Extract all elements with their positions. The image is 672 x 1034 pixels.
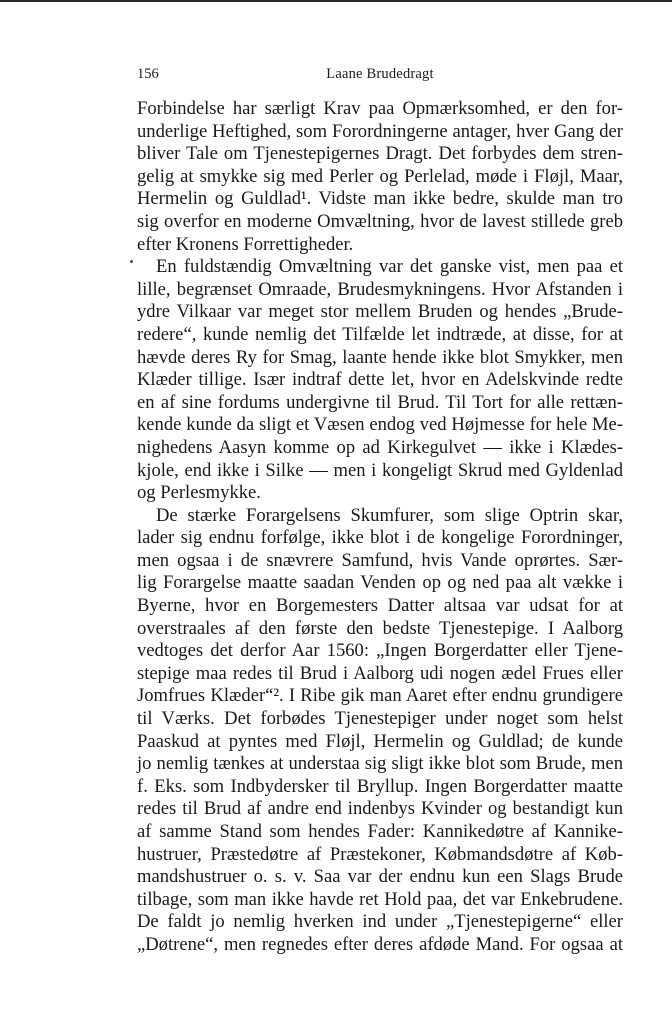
text-line: jo nemlig tænkes at understaa sig sligt ikke blot som Brude, men	[137, 753, 623, 775]
text-line: sig overfor en moderne Omvæltning, hvor de lavest stillede greb	[137, 210, 623, 232]
text-line: ydre Vilkaar var meget stor mellem Bruden og hendes „Brude-	[137, 301, 623, 323]
text-line: Hermelin og Guldlad¹. Vidste man ikke bedre, skulde man tro	[137, 188, 623, 210]
text-line: overstraales af den første den bedste Tjenestepige. I Aalborg	[137, 617, 623, 639]
text-line: lille, begrænset Omraade, Brudesmykningens. Hvor Afstanden i	[137, 278, 623, 300]
page-number: 156	[137, 66, 159, 82]
text-line: en af sine fordums undergivne til Brud. Til Tort for alle rettæn-	[137, 391, 623, 413]
text-line: bliver Tale om Tjenestepigernes Dragt. Det forbydes dem stren-	[137, 143, 623, 165]
text-line: f. Eks. som Indbydersker til Bryllup. Ingen Borgerdatter maatte	[137, 775, 623, 797]
text-line: underlige Heftighed, som Forordningerne antager, hver Gang der	[137, 120, 623, 142]
text-line: lig Forargelse maatte saadan Venden op og ned paa alt vække i	[137, 572, 623, 594]
top-border	[0, 0, 672, 2]
text-line: kjole, end ikke i Silke — men i kongeligt Skrud med Gyldenlad	[137, 459, 623, 481]
text-line: mandshustruer o. s. v. Saa var der endnu kun een Slags Brude	[137, 866, 623, 888]
text-line: stepige maa redes til Brud i Aalborg udi nogen ædel Frues eller	[137, 662, 623, 684]
text-line: Klæder tillige. Især indtraf dette let, hvor en Adelskvinde redte	[137, 369, 623, 391]
page-header	[137, 66, 623, 86]
text-line: lader sig endnu forfølge, ikke blot i de kongelige Forordninger,	[137, 527, 623, 549]
text-line: hustruer, Præstedøtre af Præstekoner, Købmandsdøtre af Køb-	[137, 843, 623, 865]
text-line: nighedens Aasyn komme op ad Kirkegulvet — ikke i Klædes-	[137, 436, 623, 458]
running-title: Laane Brudedragt	[326, 66, 434, 82]
text-line: hævde deres Ry for Smag, laante hende ikke blot Smykker, men	[137, 346, 623, 368]
text-line: „Døtrene“, men regnedes efter deres afdøde Mand. For ogsaa at	[137, 933, 623, 955]
text-line: til Værks. Det forbødes Tjenestepiger under noget som helst	[137, 708, 623, 730]
text-line: Byerne, hvor en Borgemesters Datter altsaa var udsat for at	[137, 595, 623, 617]
text-line: og Perlesmykke.	[137, 482, 261, 504]
text-line: men ogsaa i de snævrere Samfund, hvis Vande oprørtes. Sær-	[137, 549, 623, 571]
text-line: vedtoges det derfor Aar 1560: „Ingen Borgerdatter eller Tjene-	[137, 640, 623, 662]
margin-mark	[130, 260, 133, 263]
text-line: redere“, kunde nemlig det Tilfælde let indtræde, at disse, for at	[137, 323, 623, 345]
text-line: Jomfrues Klæder“². I Ribe gik man Aaret efter endnu grundigere	[137, 685, 623, 707]
text-line: af samme Stand som hendes Fader: Kannikedøtre af Kannike-	[137, 821, 623, 842]
text-line: De faldt jo nemlig hverken ind under „Tjenestepigerne“ eller	[137, 911, 623, 933]
text-line: gelig at smykke sig med Perler og Perlelad, møde i Fløjl, Maar,	[137, 165, 623, 187]
text-line: tilbage, som man ikke havde ret Hold paa, det var Enkebrudene.	[137, 888, 623, 910]
body-text	[137, 98, 623, 957]
text-line: redes til Brud af andre end indenbys Kvinder og bestandigt kun	[137, 798, 623, 820]
text-line: De stærke Forargelsens Skumfurer, som slige Optrin skar,	[156, 504, 623, 526]
text-line: Forbindelse har særligt Krav paa Opmærksomhed, er den for-	[137, 98, 623, 119]
text-line: En fuldstændig Omvæltning var det ganske vist, men paa et	[156, 256, 623, 278]
text-line: kende kunde da sligt et Væsen endog ved Højmesse for hele Me-	[137, 414, 623, 436]
text-line: Paaskud at pyntes med Fløjl, Hermelin og Guldlad; de kunde	[137, 730, 623, 752]
text-line: efter Kronens Forrettigheder.	[137, 233, 354, 255]
